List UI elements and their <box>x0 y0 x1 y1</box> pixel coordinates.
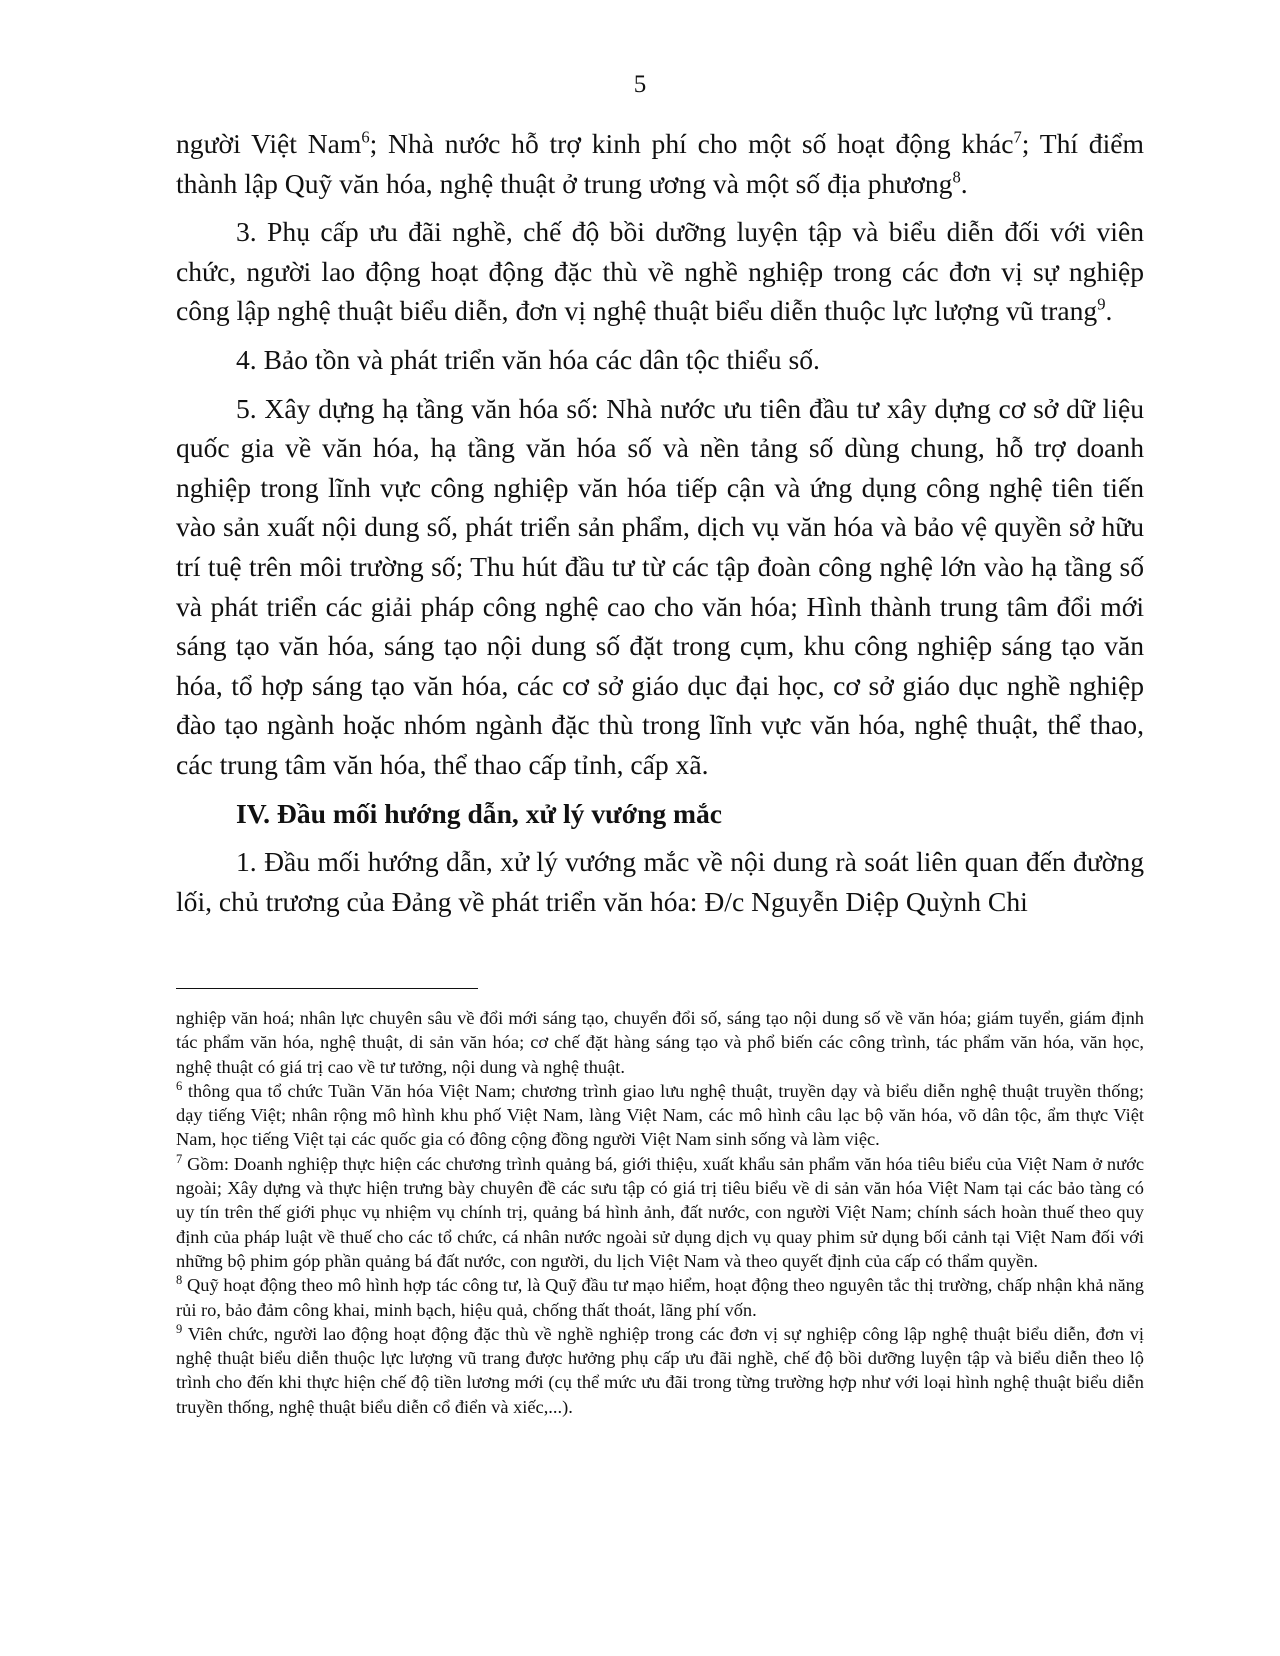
footnote-continued: nghiệp văn hoá; nhân lực chuyên sâu về đổi mới sáng tạo, chuyển đổi số, sáng tạo nội dung số về văn hóa; giám tuyển, giám định tác phẩm văn hóa, nghệ thuật, di sản văn hóa; cơ chế đặt hàng sáng tạo và phổ biến các công trình, tác phẩm văn hóa, văn học, nghệ thuật có giá trị cao về tư tưởng, nội dung và nghệ thuật. <box>176 1008 1144 1077</box>
footnote-number: 6 <box>176 1079 183 1094</box>
footnote-ref-6[interactable]: 6 <box>361 127 370 147</box>
text-run: 3. Phụ cấp ưu đãi nghề, chế độ bồi dưỡng luyện tập và biểu diễn đối với viên chức, người lao động hoạt động đặc thù về nghề nghiệp trong các đơn vị sự nghiệp công lập nghệ thuật biểu diễn, đơn vị nghệ thuật biểu diễn thuộc lực lượng vũ trang <box>176 216 1144 327</box>
paragraph-5: 5. Xây dựng hạ tầng văn hóa số: Nhà nước ưu tiên đầu tư xây dựng cơ sở dữ liệu quốc gia về văn hóa, hạ tầng văn hóa số và nền tảng số dùng chung, hỗ trợ doanh nghiệp trong lĩnh vực công nghiệp văn hóa tiếp cận và ứng dụng công nghệ tiên tiến vào sản xuất nội dung số, phát triển sản phẩm, dịch vụ văn hóa và bảo vệ quyền sở hữu trí tuệ trên môi trường số; Thu hút đầu tư từ các tập đoàn công nghệ lớn vào hạ tầng số và phát triển các giải pháp công nghệ cao cho văn hóa; Hình thành trung tâm đổi mới sáng tạo văn hóa, sáng tạo nội dung số đặt trong cụm, khu công nghiệp sáng tạo văn hóa, tổ hợp sáng tạo văn hóa, các cơ sở giáo dục đại học, cơ sở giáo dục nghề nghiệp đào tạo ngành hoặc nhóm ngành đặc thù trong lĩnh vực văn hóa, nghệ thuật, thể thao, các trung tâm văn hóa, thể thao cấp tỉnh, cấp xã. <box>176 392 1144 780</box>
text-run: . <box>960 167 968 199</box>
page-number: 5 <box>633 71 647 98</box>
footnote-ref-9[interactable]: 9 <box>1097 294 1106 314</box>
body-text <box>176 124 1144 930</box>
footnote-8 <box>176 1273 1144 1322</box>
footnote-separator <box>176 988 478 989</box>
footnote-number: 7 <box>176 1151 183 1166</box>
footnote-ref-7[interactable]: 7 <box>1013 127 1022 147</box>
footnote-ref-8[interactable]: 8 <box>952 166 961 186</box>
text-run: ; Nhà nước hỗ trợ kinh phí cho một số hoạt động khác <box>369 128 1014 159</box>
paragraph-continued <box>176 124 1144 203</box>
footnotes <box>176 1006 1144 1419</box>
footnote-number: 8 <box>176 1273 183 1288</box>
paragraph-3 <box>176 212 1144 331</box>
footnote-6 <box>176 1079 1144 1152</box>
text-run: người Việt Nam <box>176 128 362 159</box>
paragraph-4: 4. Bảo tồn và phát triển văn hóa các dân tộc thiểu số. <box>236 343 820 375</box>
footnote-text: Quỹ hoạt động theo mô hình hợp tác công tư, là Quỹ đầu tư mạo hiểm, hoạt động theo nguyên tắc thị trường, chấp nhận khả năng rủi ro, bảo đảm công khai, minh bạch, hiệu quả, chống thất thoát, lãng phí vốn. <box>176 1275 1144 1320</box>
section-heading-iv: IV. Đầu mối hướng dẫn, xử lý vướng mắc <box>236 797 723 829</box>
footnote-text: Viên chức, người lao động hoạt động đặc thù về nghề nghiệp trong các đơn vị sự nghiệp công lập nghệ thuật biểu diễn, đơn vị nghệ thuật biểu diễn thuộc lực lượng vũ trang được hưởng phụ cấp ưu đãi nghề, chế độ bồi dưỡng luyện tập và biểu diễn theo lộ trình cho đến khi thực hiện chế độ tiền lương mới (cụ thể mức ưu đãi trong từng trường hợp như với loại hình nghệ thuật biểu diễn truyền thống, nghệ thuật biểu diễn cổ điển và xiếc,...). <box>176 1323 1144 1417</box>
footnote-7 <box>176 1152 1144 1273</box>
footnote-text: thông qua tổ chức Tuần Văn hóa Việt Nam; chương trình giao lưu nghệ thuật, truyền dạy và biểu diễn nghệ thuật truyền thống; dạy tiếng Việt; nhân rộng mô hình khu phố Việt Nam, làng Việt Nam, các mô hình câu lạc bộ văn hóa, võ dân tộc, ẩm thực Việt Nam, học tiếng Việt tại các quốc gia có đông cộng đồng người Việt Nam sinh sống và làm việc. <box>176 1080 1144 1150</box>
text-run: . <box>1105 295 1113 327</box>
footnote-text: Gồm: Doanh nghiệp thực hiện các chương trình quảng bá, giới thiệu, xuất khẩu sản phẩm văn hóa tiêu biểu của Việt Nam ở nước ngoài; Xây dựng và thực hiện trưng bày chuyên đề các sưu tập có giá trị tiêu biểu về di sản văn hóa Việt Nam tại các bảo tàng có uy tín trên thế giới phục vụ nhiệm vụ chính trị, quảng bá hình ảnh, đất nước, con người Việt Nam; chính sách hoàn thuế theo quy định của pháp luật về thuế cho các tổ chức, cá nhân nước ngoài sử dụng dịch vụ quay phim sử dụng bối cảnh tại Việt Nam đối với những bộ phim góp phần quảng bá đất nước, con người, du lịch Việt Nam và theo quyết định của cấp có thẩm quyền. <box>176 1153 1144 1271</box>
text-run: ; Thí điểm thành lập Quỹ văn hóa, nghệ thuật ở trung ương và một số địa phương <box>176 128 1144 199</box>
footnote-9 <box>176 1322 1144 1419</box>
paragraph-iv-1: 1. Đầu mối hướng dẫn, xử lý vướng mắc về nội dung rà soát liên quan đến đường lối, chủ trương của Đảng về phát triển văn hóa: Đ/c Nguyễn Diệp Quỳnh Chi <box>176 846 1144 917</box>
footnote-number: 9 <box>176 1321 183 1336</box>
